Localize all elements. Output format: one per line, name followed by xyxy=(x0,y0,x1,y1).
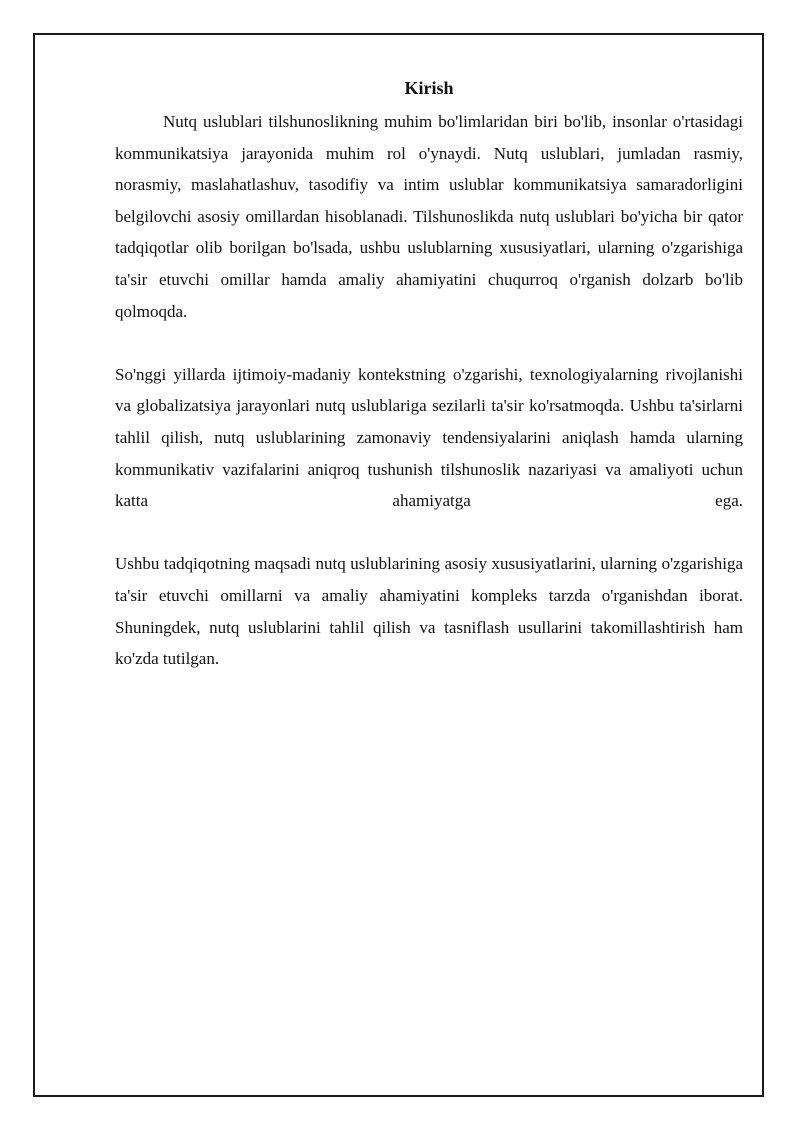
paragraph-3: Ushbu tadqiqotning maqsadi nutq uslublarining asosiy xususiyatlarini, ularning o'zgarishiga ta'sir etuvchi omillarni va amaliy ahamiyatini kompleks tarzda o'rganishdan iborat. Shuningdek, nutq uslublarini tahlil qilish va tasniflash usullarini takomillashtirish ham ko'zda tutilgan. xyxy=(115,554,743,669)
paragraph-2: So'nggi yillarda ijtimoiy-madaniy kontekstning o'zgarishi, texnologiyalarning rivojlanishi va globalizatsiya jarayonlari nutq uslublariga sezilarli ta'sir ko'rsatmoqda. Ushbu ta'sirlarni tahlil qilish, nutq uslublarining zamonaviy tendensiyalarini aniqlash hamda ularning kommunikativ vazifalarini aniqroq tushunish tilshunoslik nazariyasi va amaliyoti uchun katta ahamiyatga ega. xyxy=(115,364,743,511)
document-body xyxy=(115,76,743,706)
section-title: Kirish xyxy=(404,78,454,98)
paragraph-1: Nutq uslublari tilshunoslikning muhim bo'limlaridan biri bo'lib, insonlar o'rtasidagi kommunikatsiya jarayonida muhim rol o'ynaydi. Nutq uslublari, jumladan rasmiy, norasmiy, maslahatlashuv, tasodifiy va intim uslublar kommunikatsiya samaradorligini belgilovchi asosiy omillardan hisoblanadi. Tilshunoslikda nutq uslublari bo'yicha bir qator tadqiqotlar olib borilgan bo'lsada, ushbu uslublarning xususiyatlari, ularning o'zgarishiga ta'sir etuvchi omillar hamda amaliy ahamiyatini chuqurroq o'rganish dolzarb bo'lib qolmoqda. xyxy=(115,112,743,321)
